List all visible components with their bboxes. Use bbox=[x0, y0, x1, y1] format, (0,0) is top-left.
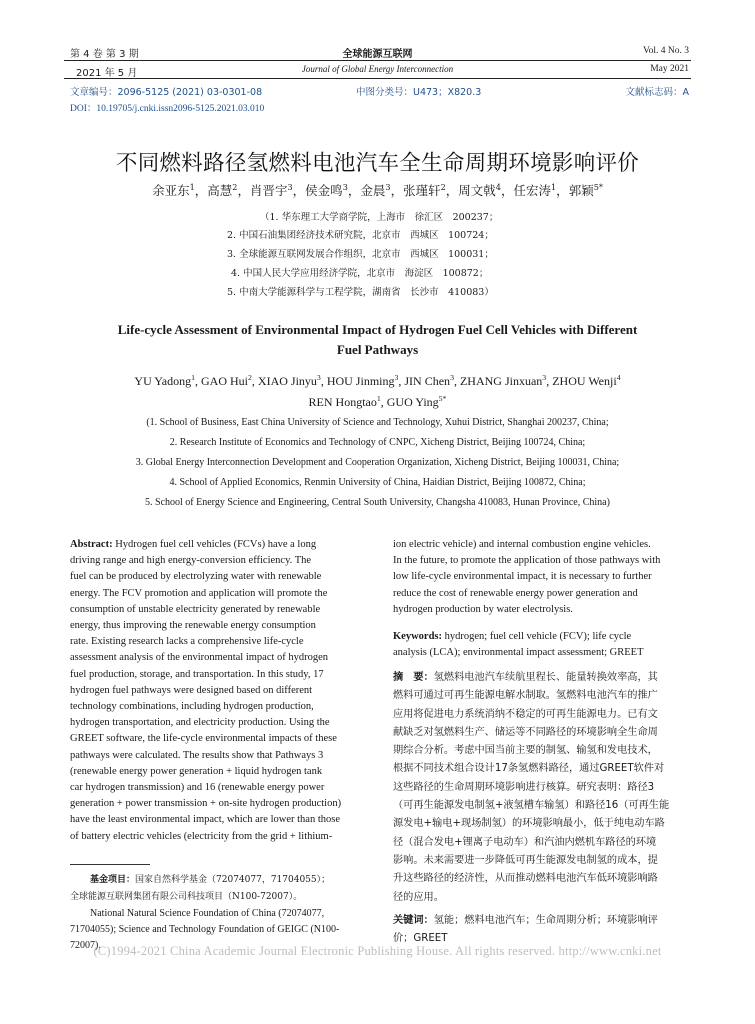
abstract-cn-line: 径（混合发电+锂离子电动车）和汽油内燃机车路径的环境 bbox=[393, 836, 657, 848]
abstract-line: technology combinations, including hydrogen production, bbox=[70, 701, 314, 713]
author-cn: 周文戟$^4$ bbox=[458, 181, 501, 198]
abstract-cn-label: 摘 要： bbox=[393, 672, 434, 683]
affiliation-en-5: 5. School of Energy Science and Engineering, Central South University, Changsha 410083, Hunan Province, China) bbox=[145, 497, 610, 508]
author-cn: 余亚东$^1$ bbox=[152, 181, 195, 198]
header-journal-cn: 全球能源互联网 bbox=[342, 49, 413, 60]
abstract-cn-line: 径的应用。 bbox=[393, 891, 444, 903]
author-en: YU Yadong$^1$ bbox=[134, 373, 195, 388]
affiliation-en-2: 2. Research Institute of Economics and Technology of CNPC, Xicheng District, Beijing 100724, China; bbox=[169, 437, 586, 448]
abstract-line: energy, thus improving the renewable energy consumption bbox=[70, 620, 316, 632]
author-cn: 金晨$^3$ bbox=[360, 181, 391, 198]
keywords-cn-line: 关键词：氢能；燃料电池汽车；生命周期分析；环境影响评 bbox=[393, 915, 658, 926]
keywords-line: analysis (LCA); environmental impact assessment; GREET bbox=[393, 647, 644, 659]
abstract-line: GREET software, the life-cycle environmental impacts of these bbox=[70, 733, 337, 745]
abstract-line: Abstract: Hydrogen fuel cell vehicles (FCVs) have a long bbox=[70, 539, 317, 550]
header-volume-cn: 第 4 卷 第 3 期 bbox=[70, 49, 139, 60]
affiliation-cn-4: 4. 中国人民大学应用经济学院，北京市 海淀区 100872； bbox=[231, 268, 489, 279]
author-cn: 高慧$^2$ bbox=[207, 181, 238, 198]
authors-cn: 余亚东$^1$，高慧$^2$，肖晋宇$^3$，侯金鸣$^3$，金晨$^3$，张瑾轩$^2$，周文戟$^4$，任宏涛$^1$，郭颖$^{5*}$ bbox=[152, 181, 603, 198]
doi: DOI：10.19705/j.cnki.issn2096-5125.2021.03.010 bbox=[70, 104, 265, 114]
abstract-line: fuel production, storage, and transportation. In this study, 17 bbox=[70, 668, 324, 680]
affiliation-en-1: (1. School of Business, East China University of Science and Technology, Xuhui District, Shanghai 200237, China; bbox=[146, 417, 609, 428]
abstract-line: of battery electric vehicles (electricity from the grid + lithium- bbox=[70, 830, 333, 842]
title-cn: 不同燃料路径氢燃料电池汽车全生命周期环境影响评价 bbox=[115, 151, 640, 176]
affiliation-en-4: 4. School of Applied Economics, Renmin University of China, Haidian District, Beijing 100872, China; bbox=[169, 477, 586, 488]
header-date-cn: 2021 年 5 月 bbox=[76, 68, 138, 79]
author-cn: 张瑾轩$^2$ bbox=[403, 181, 446, 198]
abstract-line: low life-cycle environmental impact, it is necessary to further bbox=[393, 571, 652, 583]
title-en-line-1: Life-cycle Assessment of Environmental Impact of Hydrogen Fuel Cell Vehicles with Different bbox=[117, 322, 638, 337]
document-code: 文献标志码：A bbox=[625, 87, 689, 98]
abstract-line: generation + power transmission + on-site hydrogen production) bbox=[70, 798, 342, 810]
author-en: JIN Chen$^3$ bbox=[404, 373, 454, 388]
abstract-cn-line: 影响。未来需要进一步降低可再生能源发电制氢的成本，提 bbox=[393, 854, 658, 866]
title-en-line-2: Fuel Pathways bbox=[336, 342, 419, 357]
author-en: GUO Ying$^{5*}$ bbox=[386, 394, 447, 409]
abstract-line: hydrogen fuel pathways were designed based on different bbox=[70, 684, 313, 696]
abstract-line: In the future, to promote the application of those pathways with bbox=[393, 555, 661, 567]
affiliation-cn-1: （1. 华东理工大学商学院，上海市 徐汇区 200237； bbox=[260, 212, 499, 223]
abstract-label: Abstract: bbox=[70, 539, 113, 550]
author-cn: 郭颖$^{5*}$ bbox=[568, 181, 603, 198]
abstract-line: assessment analysis of the environmental impact of hydrogen bbox=[70, 652, 329, 664]
header-volume-en: Vol. 4 No. 3 bbox=[642, 46, 689, 56]
abstract-en-left bbox=[70, 537, 367, 845]
keywords-label: Keywords: bbox=[393, 631, 442, 642]
header-date-en: May 2021 bbox=[650, 64, 689, 74]
abstract-en-right bbox=[393, 537, 690, 618]
affiliation-cn-3: 3. 全球能源互联网发展合作组织，北京市 西城区 100031； bbox=[227, 249, 494, 260]
header-rule-bottom bbox=[64, 78, 691, 79]
header-rule-top bbox=[64, 60, 691, 61]
clc-number: 中图分类号：U473；X820.3 bbox=[356, 87, 482, 98]
abstract-cn-line: （可再生能源发电制氢+液氢槽车输氢）和路径16（可再生能 bbox=[393, 800, 670, 812]
affiliation-cn-2: 2. 中国石油集团经济技术研究院，北京市 西城区 100724； bbox=[227, 230, 494, 241]
abstract-cn-line: 这些路径的生命周期环境影响进行核算。研究表明：路径3 bbox=[393, 781, 655, 793]
abstract-line: hydrogen transportation, and electricity production. Using the bbox=[70, 717, 330, 729]
abstract-line: energy. The FCV promotion and application will promote the bbox=[70, 587, 328, 599]
authors-en-line-2: REN Hongtao$^1$, GUO Ying$^{5*}$ bbox=[308, 394, 447, 409]
abstract-line: consumption of unstable electricity generated by renewable bbox=[70, 603, 321, 615]
keywords-en bbox=[393, 629, 690, 661]
footnote-line: National Natural Science Foundation of China (72074077, bbox=[90, 908, 325, 919]
keywords-line: Keywords: hydrogen; fuel cell vehicle (FCV); life cycle bbox=[393, 631, 632, 642]
author-en: GAO Hui$^2$ bbox=[201, 373, 252, 388]
abstract-line: reduce the cost of renewable energy power generation and bbox=[393, 587, 638, 599]
keywords-cn-line: 价；GREET bbox=[393, 933, 448, 945]
abstract-line: hydrogen production by water electrolysis. bbox=[393, 603, 573, 615]
footnote-line: 71704055); Science and Technology Foundation of GEIGC (N100- bbox=[70, 924, 340, 935]
abstract-line: have the least environmental impact, which are lower than those bbox=[70, 814, 340, 826]
abstract-cn-line: 应用将促进电力系统消纳不稳定的可再生能源电力。已有文 bbox=[393, 708, 658, 720]
cnki-watermark: (C)1994-2021 China Academic Journal Electronic Publishing House. All rights reserved. http://www.cnki.net bbox=[93, 944, 662, 958]
abstract-line: fuel can be produced by electrolyzing water with renewable bbox=[70, 571, 322, 583]
abstract-cn-line: 根据不同技术组合设计17条氢燃料路径，通过GREET软件对 bbox=[393, 763, 665, 775]
header-journal-en: Journal of Global Energy Interconnection bbox=[301, 64, 454, 74]
funding-label: 基金项目： bbox=[90, 875, 136, 885]
keywords-cn-label: 关键词： bbox=[393, 915, 434, 926]
abstract-line: (renewable energy power generation + liquid hydrogen tank bbox=[70, 765, 323, 777]
author-cn: 任宏涛$^1$ bbox=[513, 181, 557, 198]
author-cn: 肖晋宇$^3$ bbox=[249, 181, 293, 198]
article-number: 文章编号：2096-5125 (2021) 03-0301-08 bbox=[70, 87, 263, 98]
author-en: ZHOU Wenji$^4$ bbox=[552, 373, 621, 388]
abstract-cn-line: 献缺乏对氢燃料生产、储运等不同路径的环境影响全生命周 bbox=[393, 726, 658, 738]
abstract-cn bbox=[393, 669, 690, 907]
author-en: HOU Jinming$^3$ bbox=[326, 373, 399, 388]
abstract-line: driving range and high energy-conversion efficiency. The bbox=[70, 555, 312, 567]
affiliation-en-3: 3. Global Energy Interconnection Development and Cooperation Organization, Xicheng District, Beijing 100031, China; bbox=[135, 457, 620, 468]
abstract-cn-line: 期综合分析。考虑中国当前主要的制氢、输氢和发电技术， bbox=[393, 745, 658, 757]
abstract-line: ion electric vehicle) and internal combustion engine vehicles. bbox=[393, 539, 651, 550]
footnote-line: 全球能源互联网集团有限公司科技项目（N100-72007）。 bbox=[70, 892, 303, 902]
abstract-line: car hydrogen transmission) and 16 (renewable energy power bbox=[70, 782, 325, 794]
authors-en-line-1: YU Yadong$^1$, GAO Hui$^2$, XIAO Jinyu$^3$, HOU Jinming$^3$, JIN Chen$^3$, ZHANG Jinxuan$^3$, ZHOU Wenji$^4$ bbox=[134, 373, 621, 388]
author-en: XIAO Jinyu$^3$ bbox=[257, 373, 321, 388]
abstract-cn-line: 升这些路径的经济性，从而推动燃料电池汽车低环境影响路 bbox=[393, 873, 658, 885]
abstract-line: pathways were calculated. The results show that Pathways 3 bbox=[70, 749, 324, 761]
abstract-cn-line: 摘 要：氢燃料电池汽车续航里程长、能量转换效率高，其 bbox=[393, 672, 658, 683]
author-cn: 侯金鸣$^3$ bbox=[305, 181, 348, 198]
abstract-line: rate. Existing research lacks a comprehensive life-cycle bbox=[70, 636, 304, 648]
abstract-cn-line: 源发电+输电+现场制氢）的环境影响最小，低于纯电动车路 bbox=[393, 818, 665, 830]
abstract-cn-line: 燃料可通过可再生能源电解水制取。氢燃料电池汽车的推广 bbox=[393, 690, 658, 702]
footnote-line: 基金项目：国家自然科学基金（72074077，71704055）； bbox=[90, 875, 331, 885]
footnote-separator bbox=[70, 864, 150, 865]
author-en: ZHANG Jinxuan$^3$ bbox=[459, 373, 547, 388]
author-en: REN Hongtao$^1$ bbox=[308, 394, 381, 409]
funding-footnote bbox=[70, 872, 370, 954]
footnote-line: 72007). bbox=[70, 940, 101, 951]
affiliation-cn-5: 5. 中南大学能源科学与工程学院，湖南省 长沙市 410083） bbox=[227, 287, 494, 298]
